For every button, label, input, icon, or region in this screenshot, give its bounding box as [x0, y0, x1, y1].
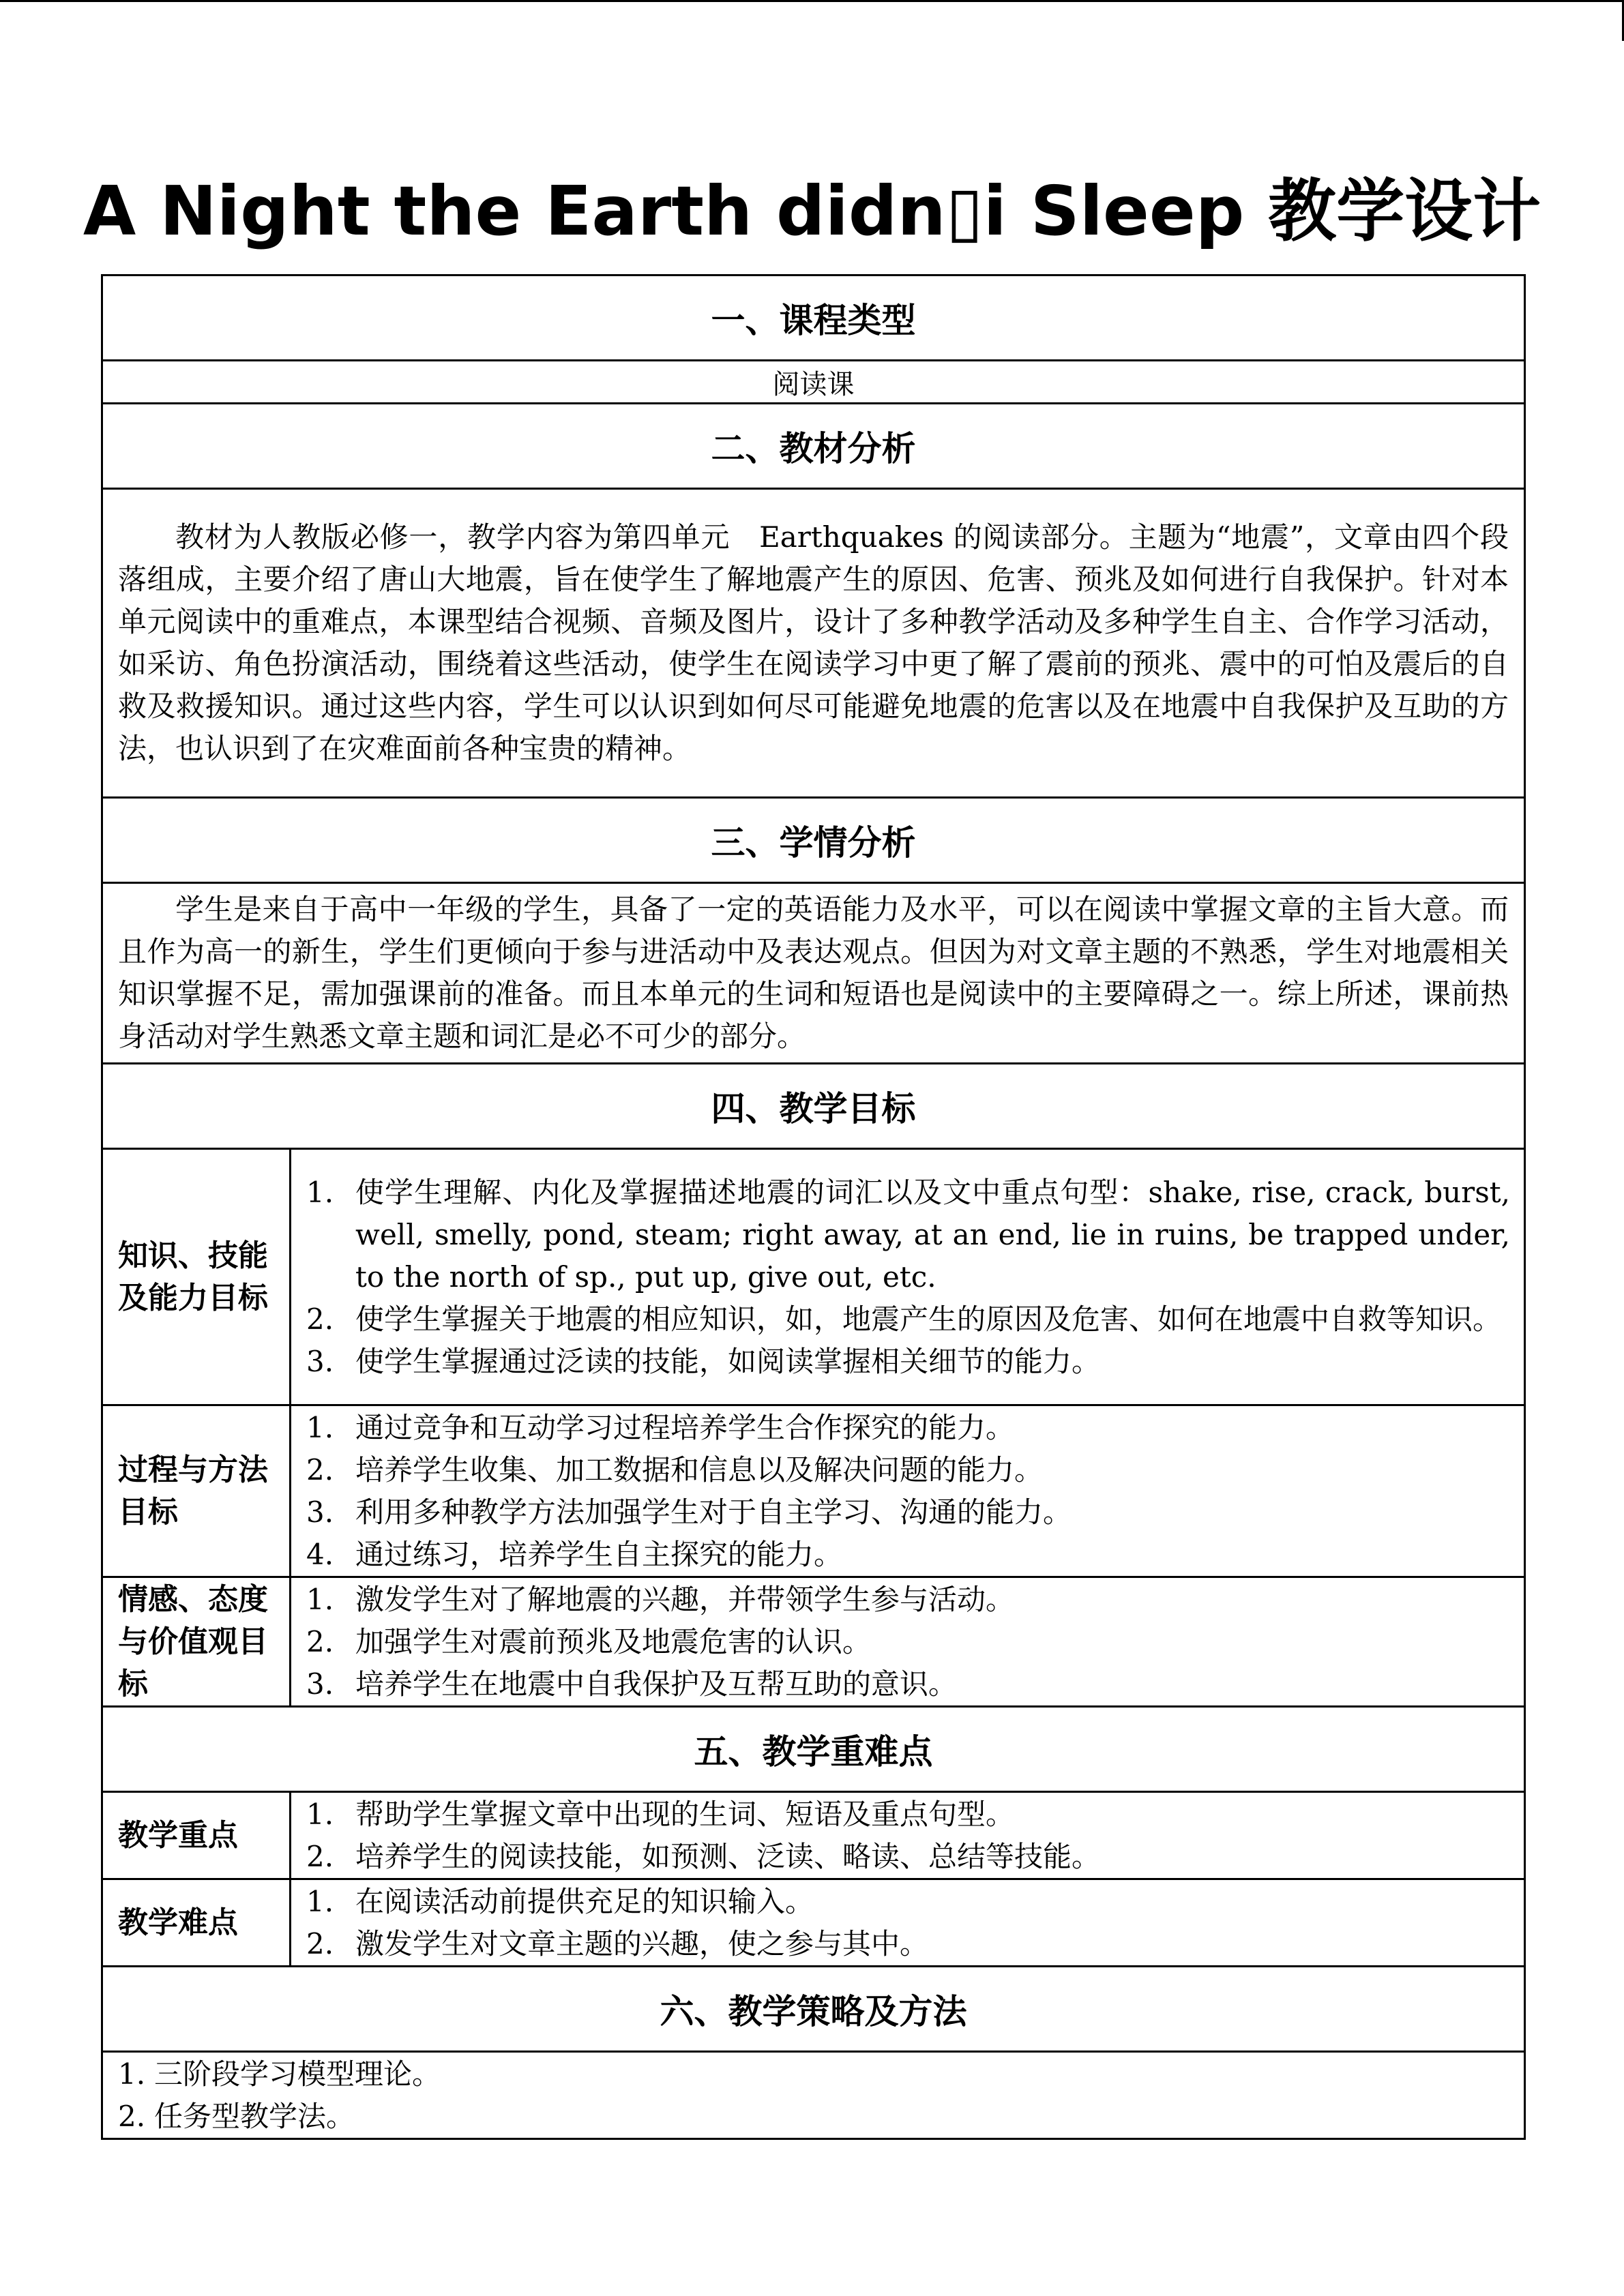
lesson-plan-table [101, 274, 1526, 2140]
section-heading-strategy: 六、教学策略及方法 [102, 1967, 1525, 2052]
teaching-difficulty-list [291, 1881, 1524, 1965]
list-item: 2. 激发学生对文章主题的兴趣，使之参与其中。 [306, 1926, 929, 1960]
list-item: 1. 使学生理解、内化及掌握描述地震的词汇以及文中重点句型：shake, rise, crack, burst, well, smelly, pond, steam; right away, at an end, lie in ruins, be trapped under, to the north of sp., put up, give out, etc. [306, 1175, 1510, 1294]
list-item: 2. 加强学生对震前预兆及地震危害的认识。 [306, 1624, 872, 1658]
teaching-difficulty-cell [291, 1879, 1525, 1967]
list-item: 1. 三阶段学习模型理论。 [118, 2057, 441, 2091]
knowledge-objective-cell [291, 1149, 1525, 1405]
section-heading-material: 二、教材分析 [102, 404, 1525, 489]
list-item: 3. 利用多种教学方法加强学生对于自主学习、沟通的能力。 [306, 1495, 1072, 1529]
strategy-cell [102, 2052, 1525, 2139]
learner-analysis-text: 学生是来自于高中一年级的学生，具备了一定的英语能力及水平，可以在阅读中掌握文章的主旨大意。而且作为高一的新生，学生们更倾向于参与进活动中及表达观点。但因为对文章主题的不熟悉，学生对地震相关知识掌握不足，需加强课前的准备。而且本单元的生词和短语也是阅读中的主要障碍之一。综上所述，课前热身活动对学生熟悉文章主题和词汇是必不可少的部分。 [102, 883, 1525, 1064]
page-top-border [0, 0, 1624, 2]
list-item: 1. 通过竞争和互动学习过程培养学生合作探究的能力。 [306, 1410, 1015, 1444]
list-item: 2. 培养学生收集、加工数据和信息以及解决问题的能力。 [306, 1452, 1044, 1487]
list-item: 3. 培养学生在地震中自我保护及互帮互助的意识。 [306, 1667, 958, 1701]
process-objective-cell [291, 1405, 1525, 1577]
list-item: 2. 培养学生的阅读技能，如预测、泛读、略读、总结等技能。 [306, 1839, 1101, 1873]
knowledge-objective-label: 知识、技能及能力目标 [102, 1149, 291, 1405]
list-item: 1. 帮助学生掌握文章中出现的生词、短语及重点句型。 [306, 1797, 1015, 1831]
list-item: 3. 使学生掌握通过泛读的技能，如阅读掌握相关细节的能力。 [306, 1344, 1101, 1378]
section-heading-learners: 三、学情分析 [102, 798, 1525, 883]
section-heading-objectives: 四、教学目标 [102, 1064, 1525, 1149]
page-title: A Night the Earth didn▯i Sleep 教学设计 [83, 171, 1541, 251]
list-item: 1. 激发学生对了解地震的兴趣，并带领学生参与活动。 [306, 1582, 1015, 1616]
section-heading-keypoints: 五、教学重难点 [102, 1707, 1525, 1792]
teaching-focus-list [291, 1793, 1524, 1878]
section-heading-course-type: 一、课程类型 [102, 275, 1525, 361]
strategy-list [103, 2053, 1524, 2138]
course-type-value: 阅读课 [102, 361, 1525, 404]
list-item: 1. 在阅读活动前提供充足的知识输入。 [306, 1884, 814, 1918]
emotion-objective-label: 情感、态度与价值观目标 [102, 1577, 291, 1707]
list-item: 2. 任务型教学法。 [118, 2099, 355, 2133]
emotion-objective-cell [291, 1577, 1525, 1707]
process-objective-label: 过程与方法目标 [102, 1405, 291, 1577]
process-objective-list [291, 1407, 1524, 1576]
teaching-focus-cell [291, 1792, 1525, 1879]
material-analysis-text: 教材为人教版必修一，教学内容为第四单元 Earthquakes 的阅读部分。主题为“地震”，文章由四个段落组成，主要介绍了唐山大地震，旨在使学生了解地震产生的原因、危害、预兆及如何进行自我保护。针对本单元阅读中的重难点，本课型结合视频、音频及图片，设计了多种教学活动及多种学生自主、合作学习活动，如采访、角色扮演活动，围绕着这些活动，使学生在阅读学习中更了解了震前的预兆、震中的可怕及震后的自救及救援知识。通过这些内容，学生可以认识到如何尽可能避免地震的危害以及在地震中自我保护及互助的方法，也认识到了在灾难面前各种宝贵的精神。 [102, 489, 1525, 798]
teaching-focus-label: 教学重点 [102, 1792, 291, 1879]
knowledge-objective-list [291, 1172, 1524, 1383]
emotion-objective-list [291, 1579, 1524, 1705]
list-item: 2. 使学生掌握关于地震的相应知识，如，地震产生的原因及危害、如何在地震中自救等知识。 [306, 1302, 1502, 1336]
teaching-difficulty-label: 教学难点 [102, 1879, 291, 1967]
list-item: 4. 通过练习，培养学生自主探究的能力。 [306, 1537, 843, 1571]
